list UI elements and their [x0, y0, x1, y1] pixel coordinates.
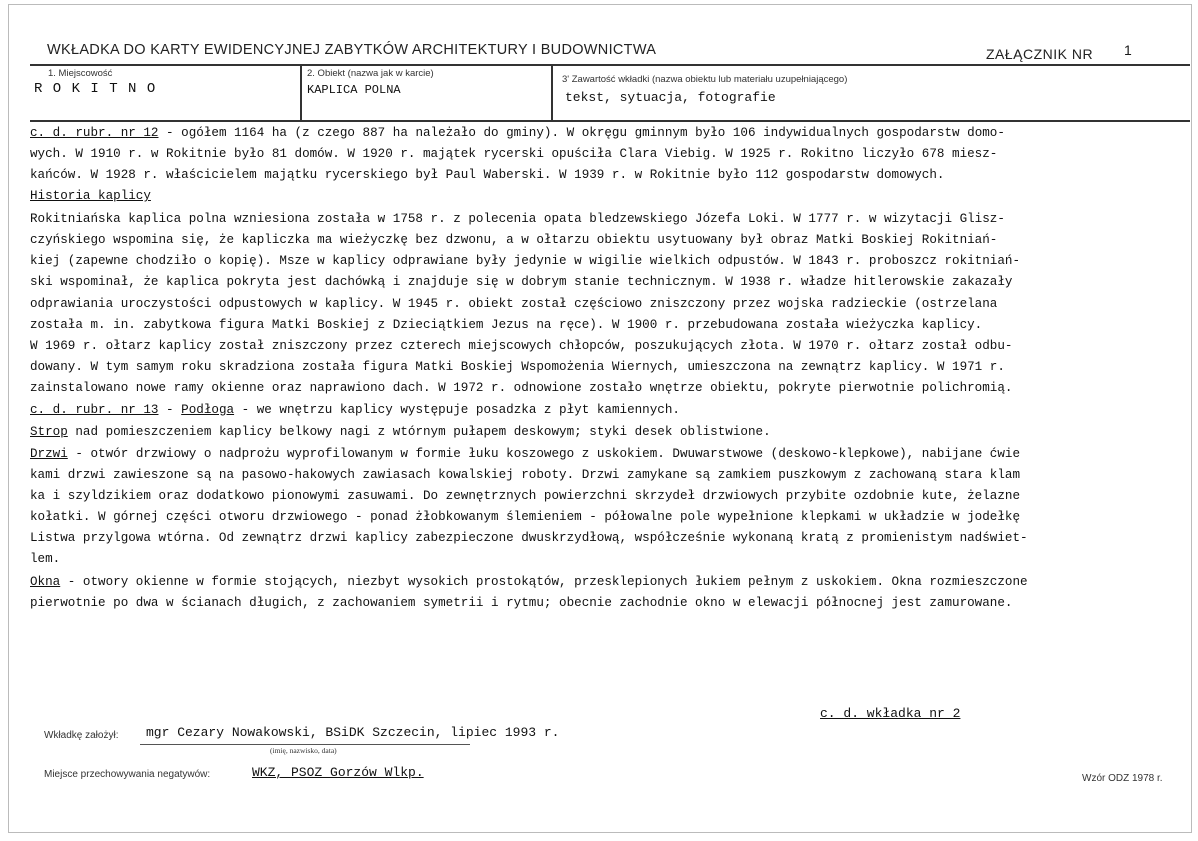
body-line	[30, 425, 771, 439]
body-line	[30, 403, 680, 417]
body-text-run: pierwotnie po dwa w ścianach długich, z zachowaniem symetrii i rytmu; obecnie zachodnie okno w elewacji północnej jest zamurowane.	[30, 596, 1013, 610]
body-text-run: wych. W 1910 r. w Rokitnie było 81 domów. W 1920 r. majątek rycerski opuściła Clara Viebig. W 1925 r. Rokitno liczyło 678 miesz-	[30, 147, 998, 161]
body-line	[30, 297, 997, 311]
body-line	[30, 126, 1005, 140]
section-heading: Okna	[30, 575, 61, 589]
attachment-number: 1	[1124, 42, 1132, 58]
negatives-label: Miejsce przechowywania negatywów:	[44, 769, 211, 780]
body-line	[30, 189, 151, 203]
body-text-run: - otwory okienne w formie stojących, niezbyt wysokich prostokątów, przesklepionych łukiem pełnym z uskokiem. Okna rozmieszczone	[60, 575, 1028, 589]
body-text-run: kiej (zapewne chodziło o kopię). Msze w kaplicy odprawiane były jedynie w wigilie wielkich odpustów. W 1843 r. proboszcz rokitniań-	[30, 254, 1021, 268]
body-text-run: ski wspominał, że kaplica pokryta jest dachówką i znajduje się w dobrym stanie technicznym. W 1938 r. władze hitlerowskie zakazały	[30, 275, 1013, 289]
contents-value: tekst, sytuacja, fotografie	[565, 90, 776, 105]
form-code: Wzór ODZ 1978 r.	[1082, 773, 1163, 784]
body-text-run: - otwór drzwiowy o nadprożu wyprofilowanym w formie łuku koszowego z uskokiem. Dwuwarstwowe (deskowo-klepkowe), nabijane ćwie	[67, 447, 1021, 461]
body-line	[30, 468, 1020, 482]
body-line	[30, 489, 1020, 503]
body-text-run: - we wnętrzu kaplicy występuje posadzka z płyt kamiennych.	[234, 403, 680, 417]
section-heading: Podłoga	[181, 403, 235, 417]
section-heading: c. d. rubr. nr 13	[30, 403, 159, 417]
body-line	[30, 318, 982, 332]
body-line	[30, 254, 1020, 268]
body-line	[30, 212, 1005, 226]
negatives-value: WKZ, PSOZ Gorzów Wlkp.	[252, 765, 424, 780]
body-line	[30, 360, 1005, 374]
body-text-run: kami drzwi zawieszone są na pasowo-hakowych zawiasach kowalskiej roboty. Drzwi zamykane są zamkiem puszkowym z zachowaną stara klam	[30, 468, 1021, 482]
place-value: R O K I T N O	[34, 81, 157, 97]
body-line	[30, 233, 997, 247]
body-line	[30, 575, 1028, 589]
body-text-run: W 1969 r. ołtarz kaplicy został zniszczony przez czterech miejscowych chłopców, poszukujących złota. W 1970 r. ołtarz został odbu-	[30, 339, 1013, 353]
body-text-run: Rokitniańska kaplica polna wzniesiona została w 1758 r. z polecenia opata bledzewskiego Józefa Loki. W 1777 r. w wizytacji Glisz-	[30, 212, 1005, 226]
contents-label: 3' Zawartość wkładki (nazwa obiektu lub materiału uzupełniającego)	[562, 74, 848, 85]
body-line	[30, 339, 1012, 353]
body-line	[30, 510, 1020, 524]
section-heading: Strop	[30, 425, 68, 439]
author-sublabel: (imię, nazwisko, data)	[270, 746, 337, 755]
body-text-run: lem.	[30, 552, 61, 566]
body-line	[30, 381, 1012, 395]
body-text-run: nad pomieszczeniem kaplicy belkowy nagi z wtórnym pułapem deskowym; styki desek oblistwione.	[67, 425, 771, 439]
form-title: WKŁADKA DO KARTY EWIDENCYJNEJ ZABYTKÓW ARCHITEKTURY I BUDOWNICTWA	[47, 42, 657, 58]
body-text-run: kołatki. W górnej części otworu drzwiowego - ponad żłobkowanym ślemieniem - półowalne pole wypełnione klepkami w układzie w jodełkę	[30, 510, 1021, 524]
body-text-run: Listwa przylgowa wtórna. Od zewnątrz drzwi kaplicy zabezpieczone dwuskrzydłową, współcześnie wykonaną kratą z promienistym nadświet-	[30, 531, 1028, 545]
body-line	[30, 168, 944, 182]
author-underline	[140, 744, 470, 745]
body-text-run: -	[158, 403, 182, 417]
field-divider-2	[551, 64, 553, 120]
author-value: mgr Cezary Nowakowski, BSiDK Szczecin, lipiec 1993 r.	[146, 725, 560, 740]
body-line	[30, 147, 997, 161]
body-line	[30, 531, 1028, 545]
section-heading: Drzwi	[30, 447, 68, 461]
body-text-run: kańców. W 1928 r. właścicielem majątku rycerskiego był Paul Waberski. W 1939 r. w Rokitnie było 112 gospodarstw domowych.	[30, 168, 945, 182]
field-divider-1	[300, 64, 302, 120]
body-text-run: ka i szyldzikiem oraz dodatkowo pionowymi zasuwami. Do zewnętrznych powierzchni skrzydeł drzwiowych przybite ozdobnie kute, żelazne	[30, 489, 1021, 503]
body-text-run: zainstalowano nowe ramy okienne oraz naprawiono dach. W 1972 r. odnowione zostało wnętrze obiektu, pokryte pierwotnie polichromią.	[30, 381, 1013, 395]
header-rule	[30, 64, 1190, 66]
body-line	[30, 447, 1020, 461]
body-text-run: dowany. W tym samym roku skradziona została figura Matki Boskiej Wspomożenia Wiernych, umieszczona na zewnątrz kaplicy. W 1971 r.	[30, 360, 1005, 374]
author-label: Wkładkę założył:	[44, 730, 119, 741]
body-text-run: czyńskiego wspomina się, że kapliczka ma wieżyczkę bez dzwonu, a w ołtarzu obiektu usytuowany był obraz Matki Boskiej Rokitniań-	[30, 233, 998, 247]
section-heading: c. d. rubr. nr 12	[30, 126, 159, 140]
section-heading: Historia kaplicy	[30, 189, 151, 203]
continued-note: c. d. wkładka nr 2	[820, 706, 961, 721]
object-label: 2. Obiekt (nazwa jak w karcie)	[307, 68, 434, 79]
body-line	[30, 596, 1012, 610]
body-text-run: - ogółem 1164 ha (z czego 887 ha należało do gminy). W okręgu gminnym było 106 indywidualnych gospodarstw domo-	[158, 126, 1005, 140]
fields-bottom-rule	[30, 120, 1190, 122]
body-line	[30, 552, 60, 566]
body-line	[30, 275, 1012, 289]
place-label: 1. Miejscowość	[48, 68, 113, 79]
attachment-label: ZAŁĄCZNIK NR	[986, 46, 1094, 62]
body-text-run: została m. in. zabytkowa figura Matki Boskiej z Dzieciątkiem Jezus na ręce). W 1900 r. przebudowana została wieżyczka kaplicy.	[30, 318, 983, 332]
object-value: KAPLICA POLNA	[307, 83, 401, 97]
body-text-run: odprawiania uroczystości odpustowych w kaplicy. W 1945 r. obiekt został częściowo zniszczony przez wojska radzieckie (ostrzelana	[30, 297, 998, 311]
